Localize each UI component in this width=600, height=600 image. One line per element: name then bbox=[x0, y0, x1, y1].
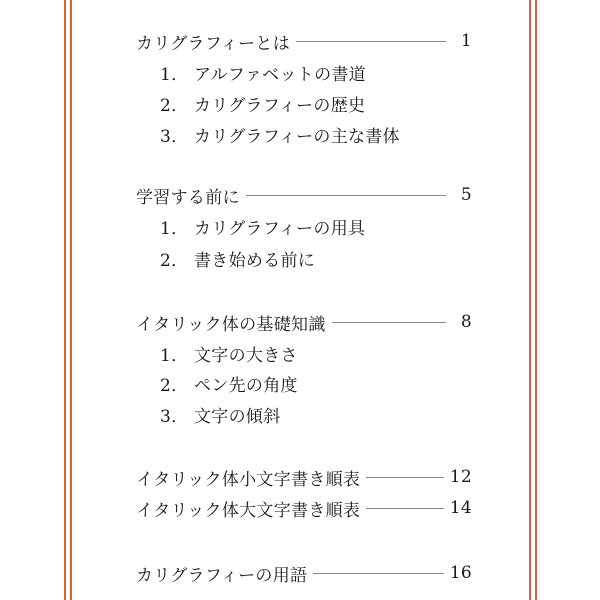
toc-subentry[interactable] bbox=[160, 89, 365, 117]
toc-entry-page: 5 bbox=[460, 185, 472, 205]
toc-entry-page: 12 bbox=[449, 467, 472, 487]
toc-entry-title: 学習する前に bbox=[136, 187, 240, 208]
subentry-number: 2． bbox=[160, 95, 189, 116]
toc-subentry[interactable] bbox=[160, 339, 298, 367]
toc-entry[interactable] bbox=[136, 463, 472, 491]
dot-leader bbox=[246, 195, 446, 196]
subentry-number: 1． bbox=[160, 64, 189, 85]
toc-entry-page: 16 bbox=[449, 563, 472, 583]
subentry-title: カリグラフィーの主な書体 bbox=[194, 126, 400, 147]
dot-leader bbox=[332, 322, 446, 323]
toc-entry[interactable] bbox=[136, 181, 472, 209]
subentry-number: 2． bbox=[160, 375, 189, 396]
subentry-title: ペン先の角度 bbox=[194, 375, 298, 396]
toc-entry-title: イタリック体大文字書き順表 bbox=[136, 500, 361, 521]
subentry-title: カリグラフィーの歴史 bbox=[194, 95, 366, 116]
subentry-title: 文字の大きさ bbox=[194, 345, 298, 366]
toc-entry[interactable] bbox=[136, 494, 472, 522]
subentry-number: 1． bbox=[160, 345, 189, 366]
subentry-title: カリグラフィーの用具 bbox=[194, 218, 366, 239]
dot-leader bbox=[366, 508, 444, 509]
toc-entry-page: 1 bbox=[460, 31, 472, 51]
subentry-title: アルファベットの書道 bbox=[194, 64, 366, 85]
toc-subentry[interactable] bbox=[160, 244, 315, 272]
toc-entry[interactable] bbox=[136, 308, 472, 336]
toc-subentry[interactable] bbox=[160, 212, 365, 240]
dot-leader bbox=[313, 573, 443, 574]
toc-entry-title: カリグラフィーとは bbox=[136, 33, 290, 54]
toc-subentry[interactable] bbox=[160, 369, 298, 397]
toc-entry-title: カリグラフィーの用語 bbox=[136, 565, 308, 586]
dot-leader bbox=[296, 41, 446, 42]
toc-entry[interactable] bbox=[136, 559, 472, 587]
toc-subentry[interactable] bbox=[160, 58, 366, 86]
dot-leader bbox=[366, 477, 444, 478]
subentry-number: 3． bbox=[160, 406, 189, 427]
toc-entry-page: 8 bbox=[460, 312, 472, 332]
subentry-number: 2． bbox=[160, 250, 189, 271]
subentry-number: 1． bbox=[160, 218, 189, 239]
subentry-title: 文字の傾斜 bbox=[194, 406, 281, 427]
toc-entry-page: 14 bbox=[449, 498, 472, 518]
toc-entry-title: イタリック体の基礎知識 bbox=[136, 314, 326, 335]
subentry-title: 書き始める前に bbox=[194, 250, 316, 271]
toc-entry[interactable] bbox=[136, 27, 472, 55]
subentry-number: 3． bbox=[160, 126, 189, 147]
toc-subentry[interactable] bbox=[160, 120, 400, 148]
toc-entry-title: イタリック体小文字書き順表 bbox=[136, 469, 361, 490]
toc-subentry[interactable] bbox=[160, 400, 281, 428]
